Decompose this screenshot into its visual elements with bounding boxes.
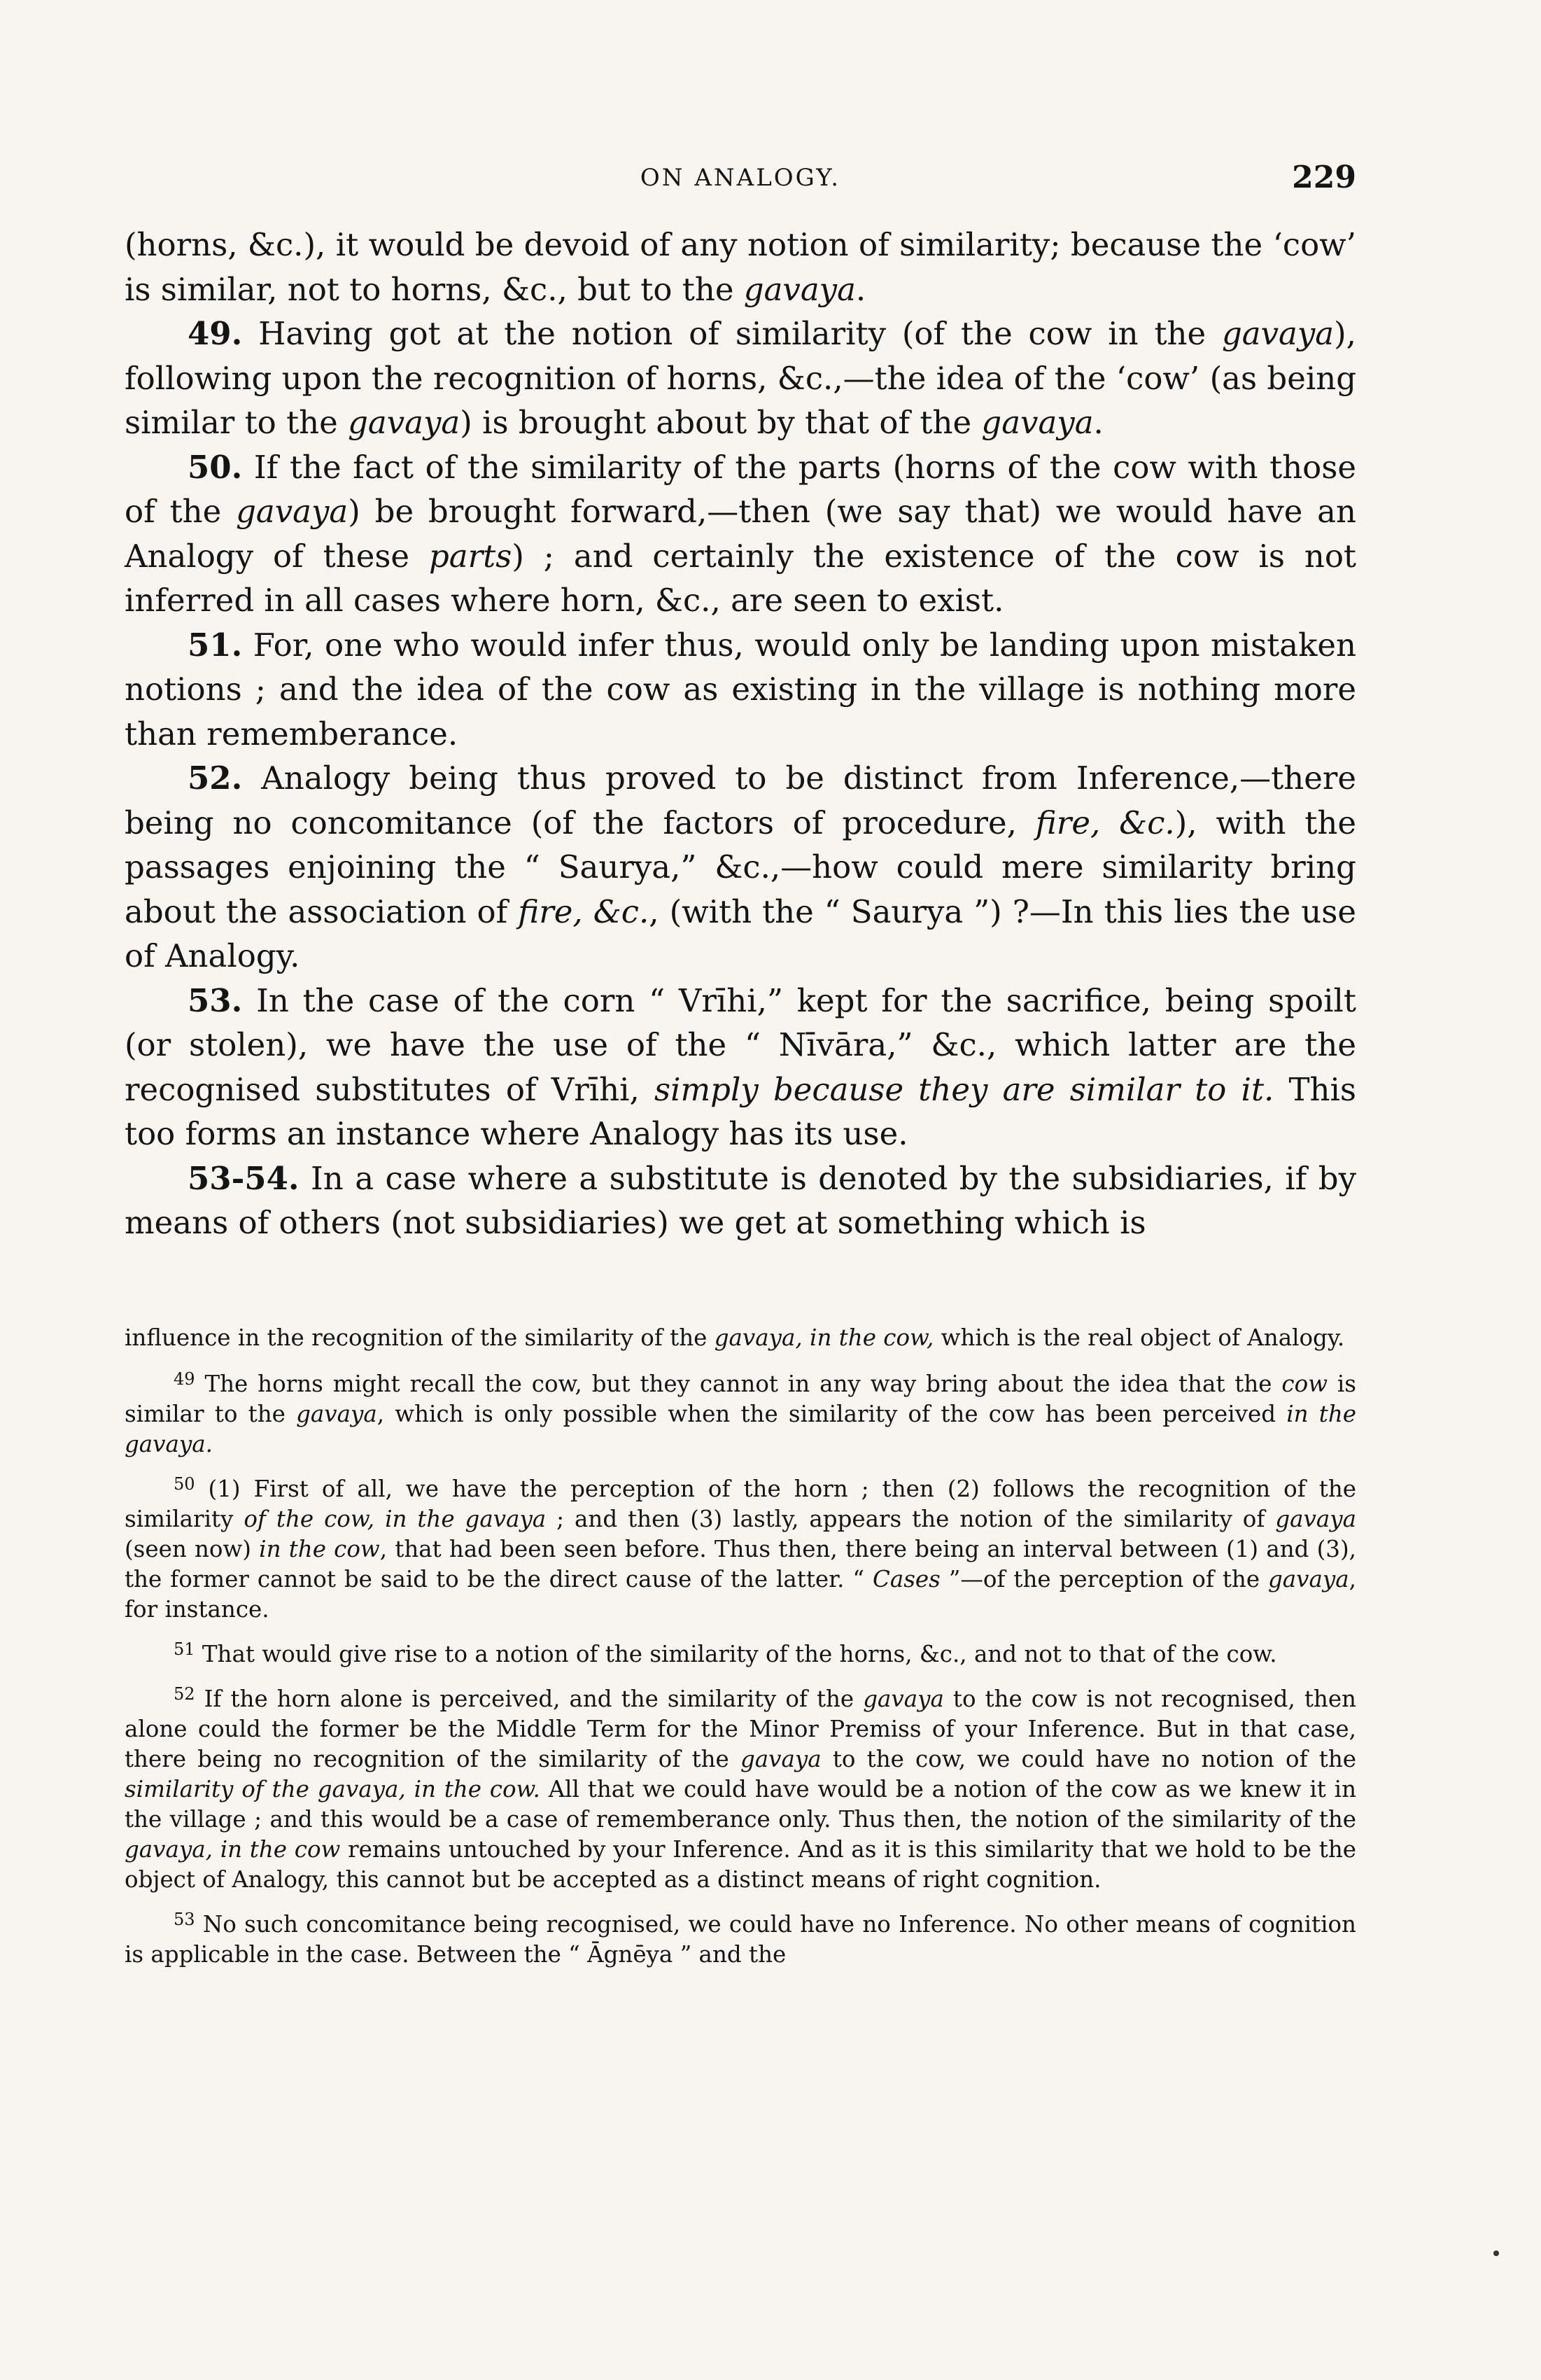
paragraph-number: 50. [188, 448, 243, 486]
text-run: is similar to the [125, 1371, 1356, 1427]
footnote-51 [125, 1634, 1356, 1670]
text-run: ), following upon the recognition of horns, &c.,—the idea of the ‘cow’ (as being similar to the [125, 315, 1356, 441]
paragraph-body [125, 760, 1356, 974]
text-run: (horns, &c.), it would be devoid of any notion of similarity; because the ‘cow’ is similar, not to horns, &c., but to the [125, 226, 1356, 308]
text-run: . [1093, 404, 1104, 441]
italic-text: gavaya [1268, 1566, 1349, 1592]
text-run: ) be brought forward,—then (we say that) we would have an Analogy of these [125, 493, 1356, 575]
text-run: ”—of the perception of the [940, 1566, 1268, 1592]
page-number: 229 [1292, 160, 1356, 195]
running-title: ON ANALOGY. [640, 164, 841, 192]
italic-text: gavaya [743, 270, 856, 308]
italic-text: gavaya [740, 1746, 822, 1772]
paragraph-number: 51. [188, 626, 243, 664]
book-page [125, 0, 1356, 2380]
italic-text: similarity of the gavaya, in the cow. [125, 1776, 540, 1802]
italic-text: gavaya [296, 1401, 377, 1427]
italic-text: parts [428, 537, 512, 575]
footnote-body [125, 1371, 1356, 1457]
italic-text: Cases [872, 1566, 941, 1592]
text-run: The horns might recall the cow, but they cannot in any way bring about the idea that the [195, 1371, 1282, 1397]
text-run: If the horn alone is perceived, and the similarity of the [195, 1686, 864, 1712]
text-run: In the case of the corn “ Vrīhi,” kept for the sacrifice, being spoilt (or stolen), we have the use of the “ Nīvāra,” &c., which latter are the recognised substitutes of Vrīhi, [125, 981, 1356, 1108]
text-run: ) ; and certainly the existence of the cow is not inferred in all cases where horn, &c., are seen to exist. [125, 537, 1356, 619]
italic-text: in the cow [259, 1536, 380, 1562]
text-run: , that had been seen before. Thus then, there being an interval between (1) and (3), the former cannot be said to be the direct cause of the latter. “ [125, 1536, 1356, 1592]
ink-speck [1493, 2250, 1499, 2256]
main-continuation [125, 223, 1356, 312]
text-run: Having got at the notion of similarity (of the cow in the [242, 315, 1222, 352]
paragraph-body [125, 982, 1356, 1153]
text-run: ; and then (3) lastly, appears the notion of the similarity of [546, 1506, 1276, 1532]
italic-text: gavaya [236, 493, 349, 530]
text-run: (seen now) [125, 1536, 260, 1562]
paragraph-50 [125, 445, 1356, 623]
footnote-number: 53 [174, 1910, 195, 1929]
footnote-number: 50 [174, 1474, 195, 1494]
footnote-number: 49 [174, 1369, 195, 1389]
paragraph-53-54 [125, 1156, 1356, 1245]
text-run: Analogy being thus proved to be distinct from Inference,—there being no concomitance (of the factors of procedure, [125, 760, 1356, 841]
italic-text: gavaya [863, 1686, 944, 1712]
footnote-number: 51 [174, 1639, 195, 1659]
text-run: which is the real object of Analogy. [934, 1324, 1345, 1351]
text-run: ), with the passages enjoining the “ Saurya,” &c.,—how could mere similarity bring about the association of [125, 804, 1356, 930]
main-text [125, 223, 1356, 1245]
text-run: , which is only possible when the similarity of the cow has been perceived [377, 1401, 1287, 1427]
text-run: . [855, 270, 866, 308]
paragraph-body [125, 449, 1356, 620]
paragraph-number: 53-54. [188, 1159, 300, 1197]
italic-text: gavaya [348, 404, 460, 441]
paragraph-number: 52. [188, 760, 243, 797]
text-run: For, one who would infer thus, would only be landing upon mistaken notions ; and the idea of the cow as existing in the village is nothing more than rememberance. [125, 626, 1356, 752]
italic-text: gavaya, in the cow, [714, 1324, 934, 1351]
paragraph-number: 49. [188, 315, 243, 352]
footnote-53 [125, 1905, 1356, 1970]
paragraph-body [125, 1160, 1356, 1242]
text-run: remains untouched by your Inference. And as it is this similarity that we hold to be the object of Analogy, this cannot but be accepted as a distinct means of right cognition. [125, 1836, 1356, 1893]
italic-text: cow [1281, 1371, 1328, 1397]
paragraph-53 [125, 979, 1356, 1156]
text-run: ) is brought about by that of the [460, 404, 982, 441]
text-run: to the cow, we could have no notion of the [821, 1746, 1357, 1772]
paragraph-49 [125, 312, 1356, 445]
italic-text: fire, &c. [518, 892, 649, 930]
text-run: In a case where a substitute is denoted by the subsidiaries, if by means of others (not subsidiaries) we get at something which is [125, 1159, 1356, 1241]
italic-text: gavaya [1221, 315, 1335, 352]
footnotes [125, 1323, 1356, 1980]
text-run: All that we could have would be a notion of the cow as we knew it in the village ; and this would be a case of rememberance only. Thus then, the notion of the similarity of the [125, 1776, 1357, 1833]
text-run: No such concomitance being recognised, we could have no Inference. No other means of cognition is applicable in the case. Between the “ Āgnēya ” and the [125, 1911, 1356, 1968]
text-run: , for instance. [125, 1566, 1356, 1623]
text-run: , (with the “ Saurya ”) ?—In this lies the use of Analogy. [125, 892, 1356, 974]
page-header [125, 160, 1356, 202]
text-run: (1) First of all, we have the perception of the horn ; then (2) follows the recognition of the similarity [125, 1476, 1356, 1532]
footnote-body [125, 1476, 1356, 1623]
italic-text: gavaya [981, 404, 1094, 441]
footnote-50 [125, 1469, 1356, 1625]
text-run: to the cow is not recognised, then alone could the former be the Middle Term for the Minor Premiss of your Inference. But in that case, there being no recognition of the similarity of the [125, 1686, 1356, 1772]
footnote-body [125, 1911, 1356, 1968]
paragraph-51 [125, 623, 1356, 757]
footnote-body [125, 1686, 1356, 1893]
italic-text: gavaya, in the cow [125, 1836, 341, 1863]
text-run: That would give rise to a notion of the similarity of the horns, &c., and not to that of the cow. [195, 1641, 1277, 1667]
footnote-body [195, 1641, 1277, 1667]
text-run: If the fact of the similarity of the parts (horns of the cow with those of the [125, 448, 1356, 530]
italic-text: fire, &c. [1035, 804, 1175, 841]
italic-text: in the gavaya. [125, 1401, 1356, 1457]
italic-text: of the cow, in the gavaya [244, 1506, 547, 1532]
paragraph-body [125, 315, 1356, 441]
paragraph-number: 53. [188, 981, 243, 1019]
paragraph-body [125, 626, 1356, 752]
paragraph-52 [125, 756, 1356, 979]
text-run: This too forms an instance where Analogy has its use. [125, 1070, 1356, 1152]
italic-text: gavaya [1275, 1506, 1356, 1532]
footnote-continuation [125, 1323, 1356, 1353]
footnote-52 [125, 1679, 1356, 1895]
footnote-49 [125, 1364, 1356, 1460]
text-run: influence in the recognition of the similarity of the [125, 1324, 715, 1351]
footnote-number: 52 [174, 1684, 195, 1704]
italic-text: simply because they are similar to it. [654, 1070, 1274, 1108]
